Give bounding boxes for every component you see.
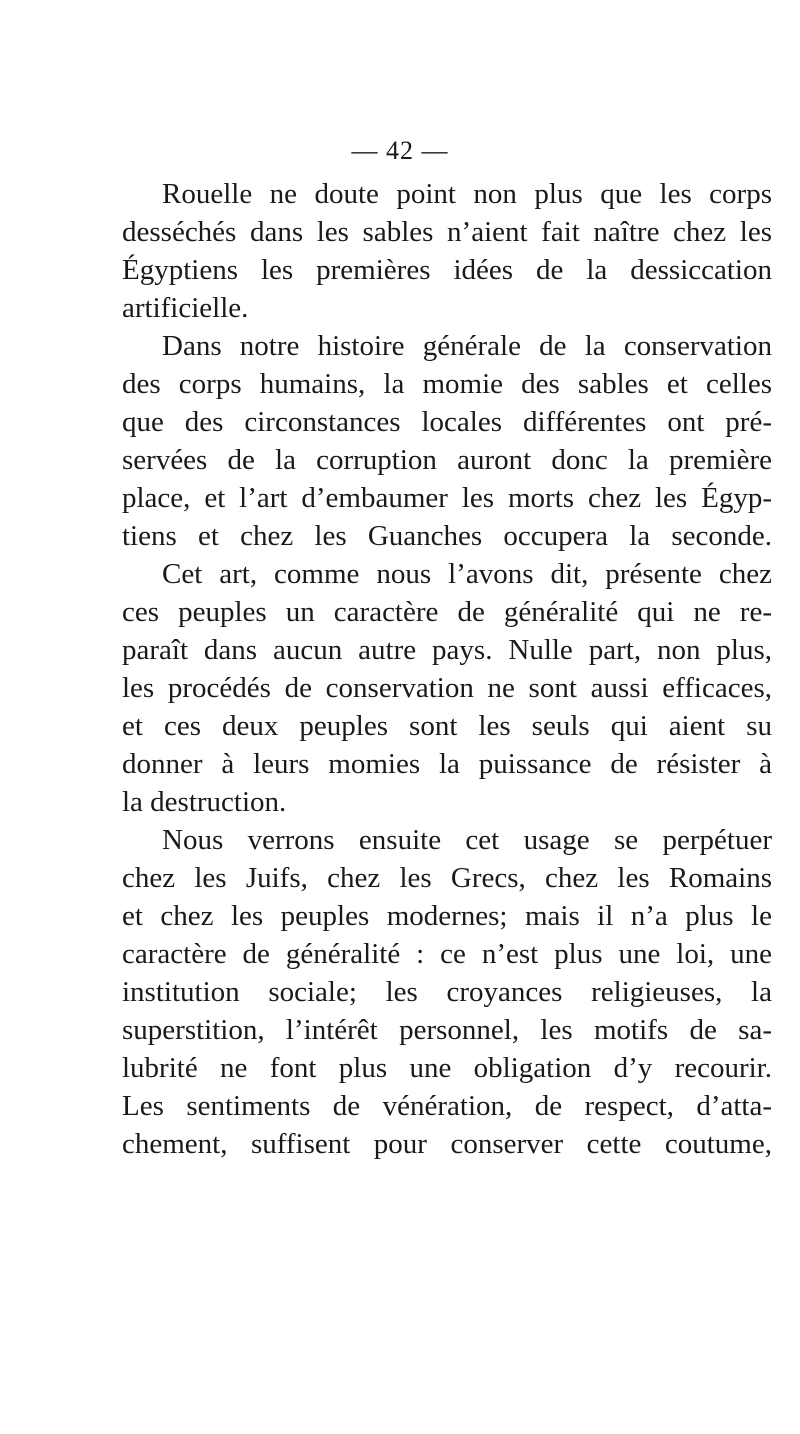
- text-line: les procédés de conservation ne sont aussi efficaces,: [122, 672, 772, 704]
- text-line: et chez les peuples modernes; mais il n’a plus le: [122, 900, 772, 932]
- text-line: Les sentiments de vénération, de respect, d’atta-: [122, 1090, 772, 1122]
- text-line: institution sociale; les croyances religieuses, la: [122, 976, 772, 1008]
- text-line: des corps humains, la momie des sables et celles: [122, 368, 772, 400]
- text-line: servées de la corruption auront donc la première: [122, 444, 772, 476]
- text-line: ces peuples un caractère de généralité qui ne re-: [122, 596, 772, 628]
- text-line: Rouelle ne doute point non plus que les corps: [162, 178, 772, 210]
- text-line: Dans notre histoire générale de la conservation: [162, 330, 772, 362]
- text-line: caractère de généralité : ce n’est plus une loi, une: [122, 938, 772, 970]
- text-line: chement, suffisent pour conserver cette coutume,: [122, 1128, 772, 1160]
- text-line: et ces deux peuples sont les seuls qui aient su: [122, 710, 772, 742]
- body-text: [122, 175, 772, 1163]
- text-line: chez les Juifs, chez les Grecs, chez les Romains: [122, 862, 772, 894]
- text-line: tiens et chez les Guanches occupera la seconde.: [122, 520, 772, 552]
- text-line: desséchés dans les sables n’aient fait naître chez les: [122, 216, 772, 248]
- text-line: superstition, l’intérêt personnel, les motifs de sa-: [122, 1014, 772, 1046]
- text-line: Cet art, comme nous l’avons dit, présente chez: [162, 558, 772, 590]
- text-line: Égyptiens les premières idées de la dessiccation: [122, 254, 772, 286]
- text-line: lubrité ne font plus une obligation d’y recourir.: [122, 1052, 772, 1084]
- page-number: — 42 —: [351, 136, 449, 165]
- text-line: Nous verrons ensuite cet usage se perpétuer: [162, 824, 772, 856]
- text-line: place, et l’art d’embaumer les morts chez les Égyp-: [122, 482, 772, 514]
- text-line: la destruction.: [122, 786, 287, 818]
- text-line: paraît dans aucun autre pays. Nulle part, non plus,: [122, 634, 772, 666]
- text-line: artificielle.: [122, 292, 249, 324]
- text-line: que des circonstances locales différentes ont pré-: [122, 406, 772, 438]
- text-line: donner à leurs momies la puissance de résister à: [122, 748, 772, 780]
